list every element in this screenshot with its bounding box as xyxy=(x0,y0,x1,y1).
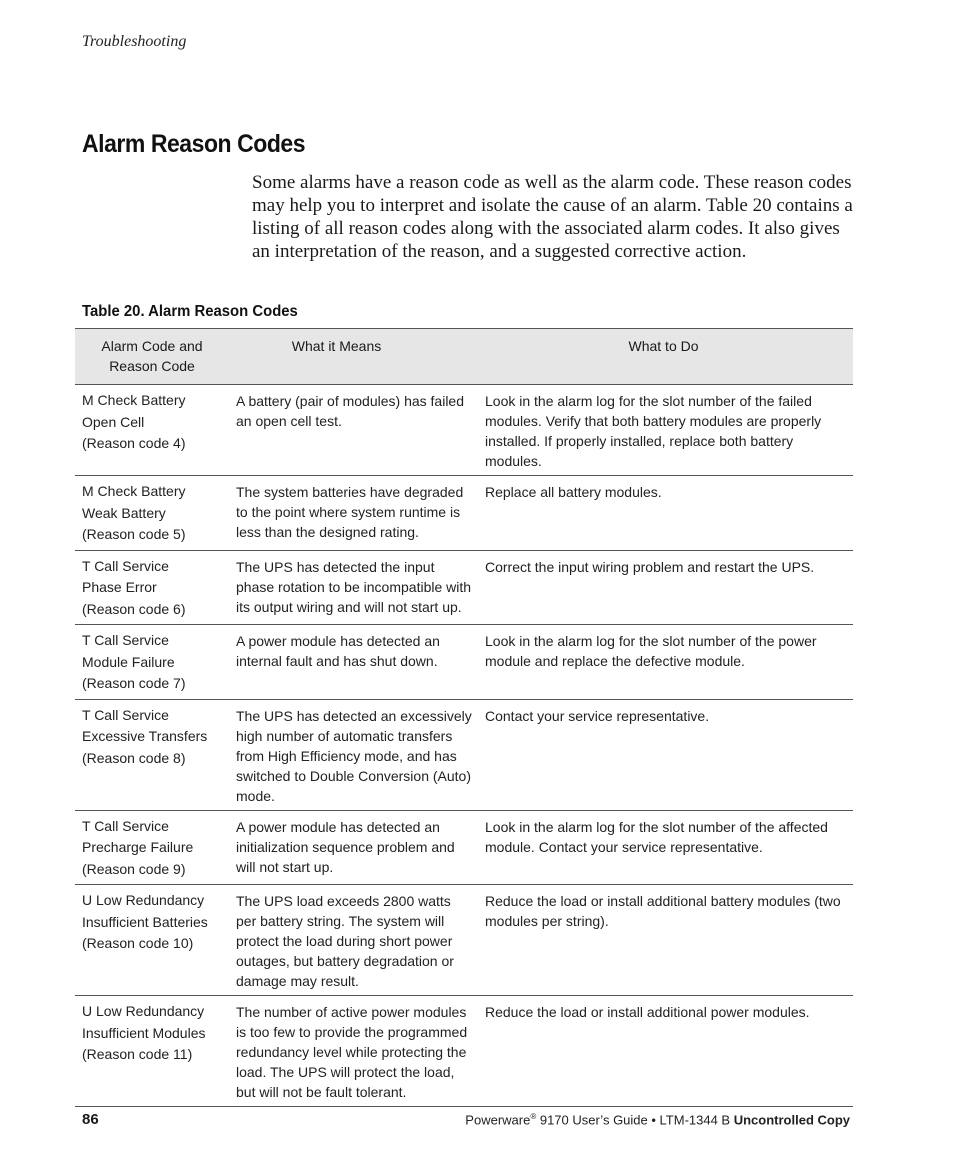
column-header-what-to-do: What to Do xyxy=(478,329,853,385)
reason-code: (Reason code 7) xyxy=(82,675,186,691)
alarm-reason: Excessive Transfers xyxy=(82,728,208,744)
meaning-cell: The UPS has detected the input phase rotation to be incompatible with its output wiring and will not start up. xyxy=(229,550,478,625)
column-header-alarm-code: Alarm Code and Reason Code xyxy=(75,329,229,385)
table-row xyxy=(75,476,853,551)
reason-code: (Reason code 8) xyxy=(82,749,186,766)
page-footer xyxy=(465,1112,850,1127)
reason-code: (Reason code 9) xyxy=(82,860,186,877)
alarm-code-cell xyxy=(75,550,229,625)
alarm-code-cell xyxy=(75,885,229,996)
reason-code: (Reason code 11) xyxy=(82,1046,193,1062)
alarm-reason: Phase Error xyxy=(82,579,157,595)
alarm-code: U Low Redundancy xyxy=(82,892,205,908)
alarm-reason: Module Failure xyxy=(82,653,175,670)
table-row xyxy=(75,385,853,476)
meaning-cell: A power module has detected an internal fault and has shut down. xyxy=(229,625,478,700)
section-title: Alarm Reason Codes xyxy=(82,130,306,158)
page-number: 86 xyxy=(82,1111,99,1128)
alarm-code: T Call Service xyxy=(82,706,169,723)
table-row xyxy=(75,996,853,1107)
copy-status: Uncontrolled Copy xyxy=(733,1112,850,1128)
alarm-reason: Weak Battery xyxy=(82,504,166,521)
reason-code: (Reason code 5) xyxy=(82,526,186,542)
alarm-code-cell xyxy=(75,476,229,551)
table-caption: Table 20. Alarm Reason Codes xyxy=(82,303,298,320)
alarm-code: M Check Battery xyxy=(82,483,186,499)
alarm-reason-codes-table xyxy=(75,328,853,1107)
alarm-code-cell xyxy=(75,625,229,700)
alarm-reason: Insufficient Modules xyxy=(82,1024,206,1041)
reason-code: (Reason code 4) xyxy=(82,435,186,451)
alarm-code: M Check Battery xyxy=(82,392,186,408)
action-cell: Look in the alarm log for the slot number of the power module and replace the defective module. xyxy=(478,625,853,700)
alarm-code: T Call Service xyxy=(82,817,169,834)
meaning-cell: A battery (pair of modules) has failed an open cell test. xyxy=(229,385,478,476)
alarm-code: T Call Service xyxy=(82,632,169,648)
action-cell: Reduce the load or install additional battery modules (two modules per string). xyxy=(478,885,853,996)
action-cell: Reduce the load or install additional power modules. xyxy=(478,996,853,1107)
table-header-row xyxy=(75,329,853,385)
intro-paragraph: Some alarms have a reason code as well as the alarm code. These reason codes may help you to interpret and isolate the cause of an alarm. Table 20 contains a listing of all reason codes along with the associated alarm codes. It also gives an interpretation of the reason, and a suggested corrective action. xyxy=(252,172,853,262)
alarm-reason: Open Cell xyxy=(82,413,145,430)
meaning-cell: The system batteries have degraded to the point where system runtime is less than the designed rating. xyxy=(229,476,478,551)
action-cell: Look in the alarm log for the slot number of the affected module. Contact your service representative. xyxy=(478,810,853,885)
trademark-symbol: ® xyxy=(530,1112,537,1121)
action-cell: Look in the alarm log for the slot number of the failed modules. Verify that both battery modules are properly installed. If properly installed, replace both battery modules. xyxy=(478,385,853,476)
running-head: Troubleshooting xyxy=(82,33,187,50)
table-row xyxy=(75,550,853,625)
table-row xyxy=(75,885,853,996)
guide-title: 9170 User’s Guide • LTM-1344 B xyxy=(536,1112,734,1128)
alarm-code: U Low Redundancy xyxy=(82,1003,205,1019)
action-cell: Contact your service representative. xyxy=(478,699,853,810)
action-cell: Correct the input wiring problem and restart the UPS. xyxy=(478,550,853,625)
meaning-cell: The number of active power modules is too few to provide the programmed redundancy level while protecting the load. The UPS will protect the load, but will not be fault tolerant. xyxy=(229,996,478,1107)
reason-code: (Reason code 10) xyxy=(82,935,194,951)
alarm-code: T Call Service xyxy=(82,557,169,574)
table-row xyxy=(75,810,853,885)
table-row xyxy=(75,625,853,700)
reason-code: (Reason code 6) xyxy=(82,600,186,617)
meaning-cell: The UPS has detected an excessively high number of automatic transfers from High Efficiency mode, and has switched to Double Conversion (Auto) mode. xyxy=(229,699,478,810)
meaning-cell: A power module has detected an initialization sequence problem and will not start up. xyxy=(229,810,478,885)
alarm-code-cell xyxy=(75,385,229,476)
alarm-code-cell xyxy=(75,996,229,1107)
alarm-reason: Precharge Failure xyxy=(82,839,194,855)
table-row xyxy=(75,699,853,810)
brand-name: Powerware xyxy=(465,1112,531,1128)
alarm-code-cell xyxy=(75,810,229,885)
column-header-what-it-means: What it Means xyxy=(229,329,478,385)
alarm-code-cell xyxy=(75,699,229,810)
alarm-reason: Insufficient Batteries xyxy=(82,913,208,930)
meaning-cell: The UPS load exceeds 2800 watts per battery string. The system will protect the load during short power outages, but battery degradation or damage may result. xyxy=(229,885,478,996)
action-cell: Replace all battery modules. xyxy=(478,476,853,551)
